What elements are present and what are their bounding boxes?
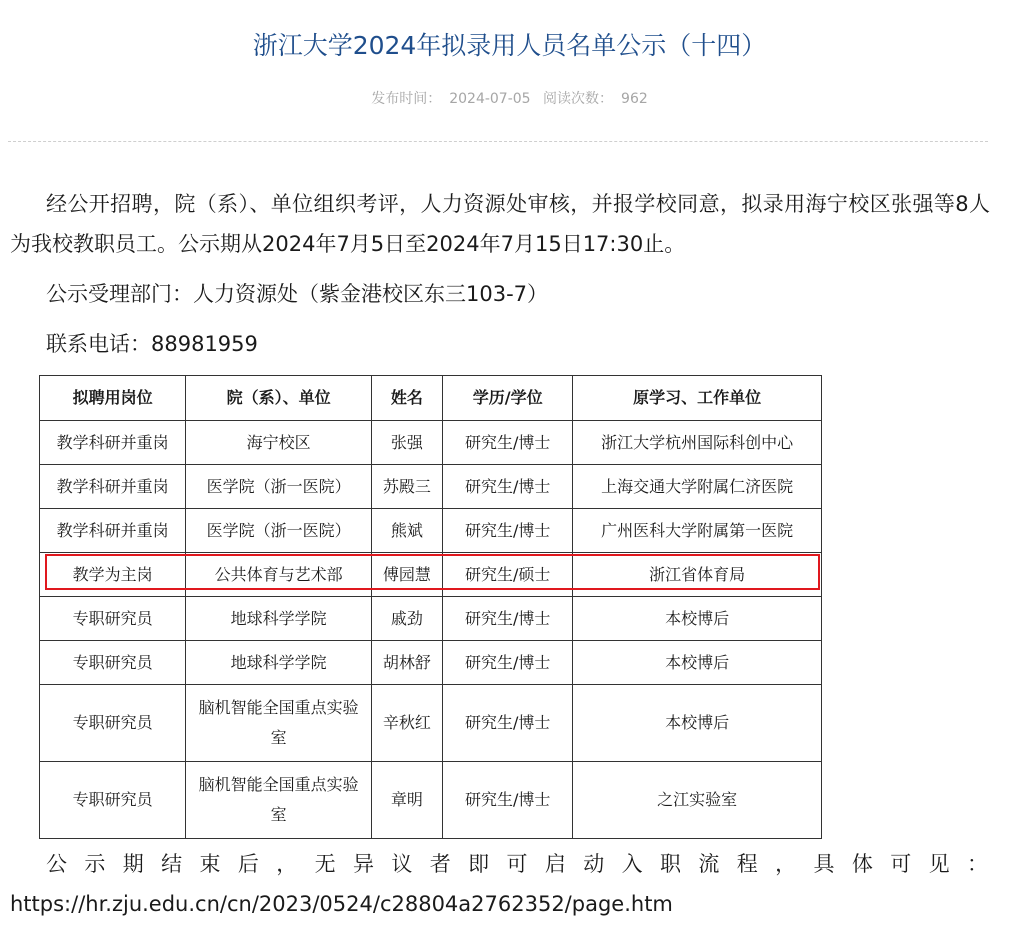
views-count: 962 xyxy=(621,91,648,107)
cell-position: 教学为主岗 xyxy=(40,553,186,597)
closing-char: 异 xyxy=(353,852,374,876)
cell-position: 教学科研并重岗 xyxy=(40,465,186,509)
closing-sentence xyxy=(10,844,988,884)
cell-previous-unit: 广州医科大学附属第一医院 xyxy=(573,509,822,553)
header-name: 姓名 xyxy=(371,376,442,421)
cell-degree: 研究生/博士 xyxy=(443,597,573,641)
table-header-row xyxy=(40,376,822,421)
table-row xyxy=(40,509,822,553)
closing-char: ， xyxy=(775,852,797,876)
closing-char: 具 xyxy=(813,852,835,876)
closing-char: 职 xyxy=(660,852,681,876)
process-link[interactable]: https://hr.zju.edu.cn/cn/2023/0524/c28804a2762352/page.htm xyxy=(10,892,673,916)
closing-char: 示 xyxy=(84,852,106,876)
header-divider xyxy=(8,141,988,142)
cell-name: 胡林舒 xyxy=(371,641,442,685)
closing-char: 即 xyxy=(468,852,490,876)
announcement-paragraph: 经公开招聘，院（系）、单位组织考评，人力资源处审核，并报学校同意，拟录用海宁校区张强等8人为我校教职员工。公示期从2024年7月5日至2024年7月15日17:30止。 xyxy=(10,192,990,256)
table-row xyxy=(40,553,822,597)
cell-department: 地球科学学院 xyxy=(186,597,371,641)
cell-name: 傅园慧 xyxy=(371,553,442,597)
cell-name: 章明 xyxy=(371,762,442,839)
cell-previous-unit: 本校博后 xyxy=(573,685,822,762)
cell-position: 专职研究员 xyxy=(40,597,186,641)
cell-previous-unit: 之江实验室 xyxy=(573,762,822,839)
publish-date-label: 发布时间： xyxy=(371,91,442,107)
closing-char: 启 xyxy=(544,852,566,876)
closing-char: 可 xyxy=(506,852,528,876)
closing-paragraph xyxy=(10,844,988,924)
cell-previous-unit: 本校博后 xyxy=(573,597,822,641)
closing-char: 流 xyxy=(698,852,720,876)
cell-name: 张强 xyxy=(371,421,442,465)
table-row xyxy=(40,685,822,762)
cell-department: 脑机智能全国重点实验室 xyxy=(186,762,371,839)
cell-degree: 研究生/博士 xyxy=(443,421,573,465)
cell-previous-unit: 本校博后 xyxy=(573,641,822,685)
page-title: 浙江大学2024年拟录用人员名单公示（十四） xyxy=(252,31,767,60)
closing-char: 可 xyxy=(890,852,912,876)
header-department: 院（系）、单位 xyxy=(186,376,371,421)
cell-department: 地球科学学院 xyxy=(186,641,371,685)
cell-previous-unit: 浙江大学杭州国际科创中心 xyxy=(573,421,822,465)
closing-char: 期 xyxy=(122,852,144,876)
closing-char: 体 xyxy=(851,852,873,876)
cell-name: 苏殿三 xyxy=(371,465,442,509)
article-meta xyxy=(0,88,1019,110)
cell-degree: 研究生/硕士 xyxy=(443,553,573,597)
closing-char: 者 xyxy=(429,852,451,876)
table-row xyxy=(40,421,822,465)
header-degree: 学历/学位 xyxy=(443,376,573,421)
cell-position: 专职研究员 xyxy=(40,685,186,762)
table-row xyxy=(40,465,822,509)
contact-department: 公示受理部门：人力资源处（紫金港校区东三103-7） xyxy=(46,282,549,306)
table-row xyxy=(40,762,822,839)
cell-department: 脑机智能全国重点实验室 xyxy=(186,685,371,762)
closing-char: 程 xyxy=(736,852,758,876)
cell-department: 医学院（浙一医院） xyxy=(186,465,371,509)
closing-char: ： xyxy=(967,852,988,876)
closing-char: 无 xyxy=(314,852,336,876)
closing-char: 结 xyxy=(161,852,183,876)
cell-degree: 研究生/博士 xyxy=(443,509,573,553)
closing-char: ， xyxy=(276,852,298,876)
closing-char: 议 xyxy=(391,852,413,876)
header-position: 拟聘用岗位 xyxy=(40,376,186,421)
table-row xyxy=(40,641,822,685)
hire-list-table xyxy=(39,375,822,839)
table-body xyxy=(40,421,822,839)
table-row xyxy=(40,597,822,641)
cell-degree: 研究生/博士 xyxy=(443,762,573,839)
cell-department: 医学院（浙一医院） xyxy=(186,509,371,553)
cell-degree: 研究生/博士 xyxy=(443,465,573,509)
header-previous-unit: 原学习、工作单位 xyxy=(573,376,822,421)
closing-char: 见 xyxy=(928,852,950,876)
cell-department: 公共体育与艺术部 xyxy=(186,553,371,597)
cell-degree: 研究生/博士 xyxy=(443,641,573,685)
cell-position: 教学科研并重岗 xyxy=(40,421,186,465)
closing-char: 入 xyxy=(621,852,643,876)
cell-position: 专职研究员 xyxy=(40,762,186,839)
contact-phone: 联系电话：88981959 xyxy=(46,332,258,356)
cell-degree: 研究生/博士 xyxy=(443,685,573,762)
cell-previous-unit: 浙江省体育局 xyxy=(573,553,822,597)
closing-char: 动 xyxy=(583,852,605,876)
cell-name: 熊斌 xyxy=(371,509,442,553)
cell-name: 戚劲 xyxy=(371,597,442,641)
cell-position: 专职研究员 xyxy=(40,641,186,685)
closing-char: 后 xyxy=(237,852,259,876)
publish-date: 2024-07-05 xyxy=(449,91,531,107)
closing-char: 公 xyxy=(46,852,67,876)
cell-position: 教学科研并重岗 xyxy=(40,509,186,553)
views-label: 阅读次数： xyxy=(543,91,614,107)
cell-name: 辛秋红 xyxy=(371,685,442,762)
closing-char: 束 xyxy=(199,852,221,876)
cell-department: 海宁校区 xyxy=(186,421,371,465)
cell-previous-unit: 上海交通大学附属仁济医院 xyxy=(573,465,822,509)
